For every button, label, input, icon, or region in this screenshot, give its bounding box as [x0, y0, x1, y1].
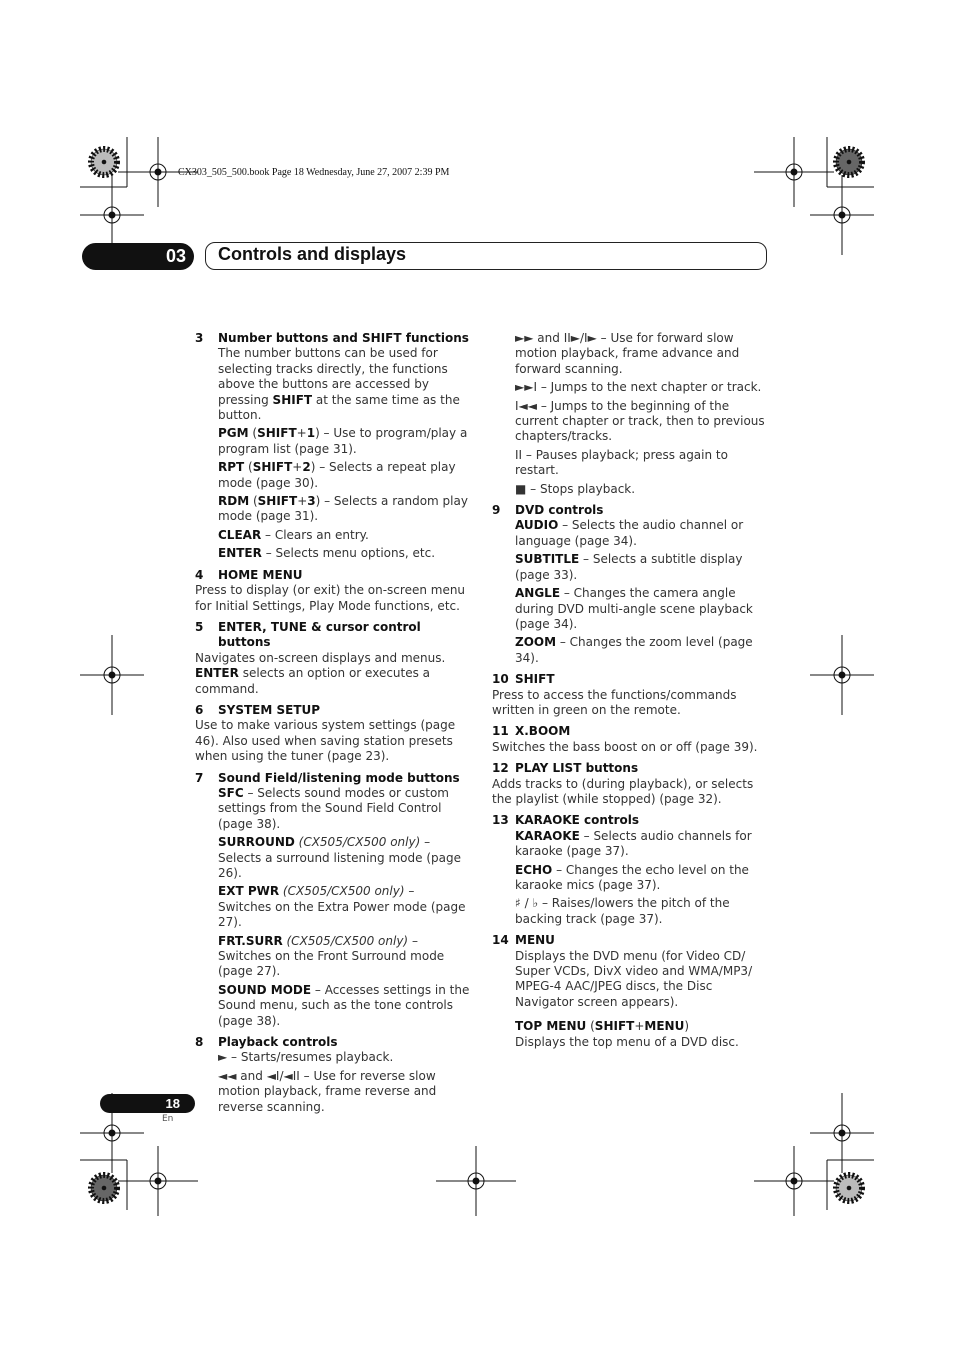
section-title: Playback controls	[218, 1035, 338, 1050]
surround-item: SURROUND (CX505/CX500 only) – Selects a surround listening mode (page 26).	[218, 835, 461, 880]
chapter-number: 03	[82, 243, 194, 270]
page-language: En	[162, 1114, 174, 1124]
paragraph: Displays the DVD menu (for Video CD/ Super VCDs, DivX video and WMA/MP3/ MPEG-4 AAC/JPEG discs, the Disc Navigator screen appears).	[515, 948, 753, 1009]
paragraph: Press to display (or exit) the on-screen menu for Initial Settings, Play Mode functions, etc.	[195, 583, 466, 613]
chapter-title: Controls and displays	[218, 244, 407, 264]
karaoke-item: KARAOKE – Selects audio channels for karaoke (page 37).	[515, 828, 752, 859]
section-title: X.BOOM	[515, 724, 571, 739]
paragraph: ENTER selects an option or executes a command.	[195, 666, 431, 696]
previous-icon: I◄◄	[515, 398, 537, 413]
angle-item: ANGLE – Changes the camera angle during DVD multi-angle scene playback (page 34).	[515, 586, 753, 631]
section-title: MENU	[515, 933, 555, 948]
sfc-item: SFC – Selects sound modes or custom settings from the Sound Field Control (page 38).	[218, 785, 449, 831]
paragraph: Switches the bass boost on or off (page 39).	[492, 739, 758, 754]
top-menu-item: TOP MENU (SHIFT+MENU)	[515, 1019, 690, 1034]
section-7: 7 Sound Field/listening mode buttons SFC – Selects sound modes or custom settings from the Sound Field Control (page 38). SURROUND (CX505/CX500 only) – Selects a surround listening mode (page 26). EXT PWR (CX505/CX500 only) – Switches on the Extra Power mode (page 27). FRT.SURR (CX505/CX500 only) – Switches on the Front Surround mode (page 27). SOUND MODE – Accesses settings in the Sound menu, such as the tone controls (page 38).	[195, 770, 470, 1028]
frt-surr-item: FRT.SURR (CX505/CX500 only) – Switches on the Front Surround mode (page 27).	[218, 933, 445, 979]
paragraph: Press to access the functions/commands written in green on the remote.	[492, 687, 737, 717]
forward-item: ►► and II►/I► – Use for forward slow motion playback, frame advance and forward scanning.	[515, 331, 740, 376]
section-10: 10 SHIFT Press to access the functions/commands written in green on the remote.	[492, 672, 768, 718]
paragraph: Displays the top menu of a DVD disc.	[515, 1034, 739, 1049]
section-title: DVD controls	[515, 503, 604, 518]
reverse-item: ◄◄ and ◄I/◄II – Use for reverse slow motion playback, frame reverse and reverse scanning.	[218, 1068, 437, 1114]
audio-item: AUDIO – Selects the audio channel or language (page 34).	[515, 518, 744, 548]
clear-item: CLEAR – Clears an entry.	[218, 527, 369, 542]
rdm-item: RDM (SHIFT+3) – Selects a random play mode (page 31).	[218, 494, 468, 524]
prev-item: I◄◄ – Jumps to the beginning of the current chapter or track, then to previous chapters/tracks.	[515, 398, 765, 444]
section-4: 4 HOME MENU Press to display (or exit) the on-screen menu for Initial Settings, Play Mode functions, etc.	[195, 568, 470, 614]
echo-item: ECHO – Changes the echo level on the karaoke mics (page 37).	[515, 862, 749, 892]
forward-slow-icon: II►/I►	[563, 331, 597, 345]
play-icon: ►	[218, 1050, 228, 1065]
reverse-slow-icon: ◄I/◄II	[266, 1068, 300, 1083]
section-14: 14 MENU Displays the DVD menu (for Video CD/ Super VCDs, DivX video and WMA/MP3/ MPEG-4 AAC/JPEG discs, the Disc Navigator screen appears). TOP MENU (SHIFT+MENU) Displays the top menu of a DVD disc.	[492, 933, 768, 1050]
section-3	[195, 331, 470, 562]
stop-icon: ■	[515, 481, 527, 496]
enter-item: ENTER – Selects menu options, etc.	[218, 546, 436, 561]
next-item: ►►I – Jumps to the next chapter or track.	[515, 380, 762, 395]
stop-item: ■ – Stops playback.	[515, 481, 636, 496]
section-8: 8 Playback controls ► – Starts/resumes playback. ◄◄ and ◄I/◄II – Use for reverse slow motion playback, frame reverse and reverse scanning.	[195, 1035, 470, 1115]
section-title: SYSTEM SETUP	[218, 702, 321, 717]
pause-item: II – Pauses playback; press again to restart.	[515, 447, 728, 478]
section-13: 13 KARAOKE controls KARAOKE – Selects audio channels for karaoke (page 37). ECHO – Changes the echo level on the karaoke mics (page 37). ♯ / ♭ – Raises/lowers the pitch of the backing track (page 37).	[492, 813, 768, 927]
section-title: PLAY LIST buttons	[515, 761, 639, 776]
zoom-item: ZOOM – Changes the zoom level (page 34).	[515, 635, 753, 665]
page-number: 18	[100, 1094, 195, 1113]
file-info: CX303_505_500.book Page 18 Wednesday, June 27, 2007 2:39 PM	[178, 167, 450, 178]
rewind-icon: ◄◄	[218, 1068, 237, 1083]
key-item: ♯ / ♭ – Raises/lowers the pitch of the backing track (page 37).	[515, 896, 730, 926]
pgm-item: PGM (SHIFT+1) – Use to program/play a program list (page 31).	[218, 426, 468, 456]
section-title: ENTER, TUNE & cursor control buttons	[218, 619, 421, 650]
paragraph: Adds tracks to (during playback), or selects the playlist (while stopped) (page 32).	[492, 776, 754, 806]
section-title: KARAOKE controls	[515, 813, 640, 828]
paragraph: The number buttons can be used for selecting tracks directly, the functions above the buttons are accessed by pressing SHIFT at the same time as the button.	[218, 346, 460, 423]
section-5: 5 ENTER, TUNE & cursor control buttons Navigates on-screen displays and menus. ENTER selects an option or executes a command.	[195, 620, 470, 697]
section-title: Sound Field/listening mode buttons	[218, 770, 460, 785]
sound-mode-item: SOUND MODE – Accesses settings in the Sound menu, such as the tone controls (page 38).	[218, 982, 470, 1028]
paragraph: Use to make various system settings (page 46). Also used when saving station presets when using the tuner (page 23).	[195, 718, 456, 764]
right-column	[492, 331, 768, 1053]
subtitle-item: SUBTITLE – Selects a subtitle display (page 33).	[515, 552, 743, 582]
pause-icon: II	[515, 447, 523, 462]
rpt-item: RPT (SHIFT+2) – Selects a repeat play mode (page 30).	[218, 460, 456, 490]
section-11: 11 X.BOOM Switches the bass boost on or off (page 39).	[492, 724, 768, 755]
paragraph: Navigates on-screen displays and menus.	[195, 650, 446, 665]
section-title: SHIFT	[515, 672, 555, 687]
section-6: 6 SYSTEM SETUP Use to make various system settings (page 46). Also used when saving station presets when using the tuner (page 23).	[195, 703, 470, 765]
left-column	[195, 331, 470, 1118]
play-item: ► – Starts/resumes playback.	[218, 1050, 394, 1065]
section-title: Number buttons and SHIFT functions	[218, 331, 469, 345]
sharp-flat-icon: ♯ / ♭	[515, 896, 539, 911]
next-icon: ►►I	[515, 380, 537, 395]
ext-pwr-item: EXT PWR (CX505/CX500 only) – Switches on the Extra Power mode (page 27).	[218, 884, 466, 930]
section-number: 3	[195, 331, 204, 345]
section-12: 12 PLAY LIST buttons Adds tracks to (during playback), or selects the playlist (while stopped) (page 32).	[492, 761, 768, 807]
fast-forward-icon: ►►	[515, 331, 534, 345]
section-title: HOME MENU	[218, 567, 303, 582]
section-9: 9 DVD controls AUDIO – Selects the audio channel or language (page 34). SUBTITLE – Selects a subtitle display (page 33). ANGLE – Changes the camera angle during DVD multi-angle scene playback (page 34). ZOOM – Changes the zoom level (page 34).	[492, 503, 768, 666]
